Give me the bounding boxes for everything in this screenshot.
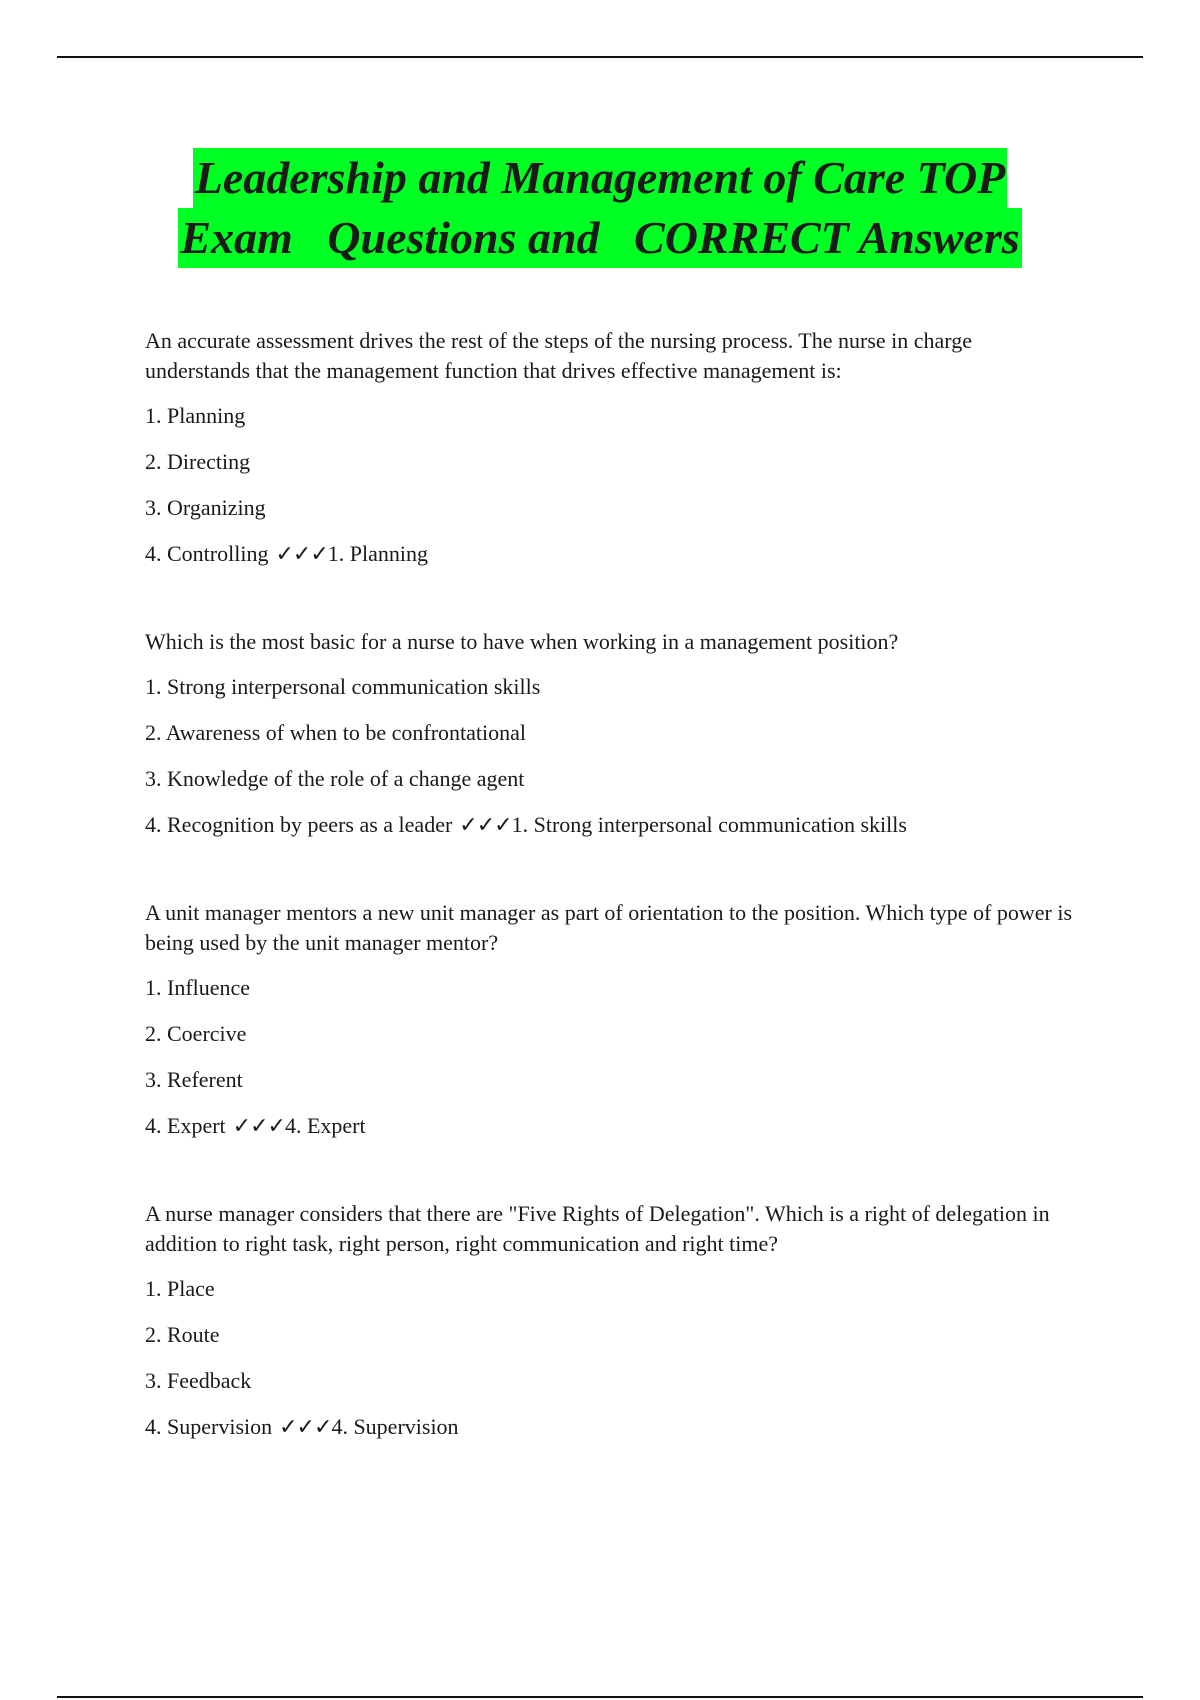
question-prompt: Which is the most basic for a nurse to have when working in a management position? (145, 629, 899, 654)
check-marks-icon: ✓✓✓ (275, 542, 328, 567)
option-4-with-answer (145, 540, 1075, 569)
option-3: 3. Feedback (145, 1368, 252, 1393)
option-3: 3. Referent (145, 1067, 243, 1092)
question-block-1 (145, 326, 1075, 569)
questions-list (145, 326, 1075, 1500)
option-2: 2. Coercive (145, 1021, 247, 1046)
question-block-2 (145, 627, 1075, 840)
check-marks-icon: ✓✓✓ (459, 813, 512, 838)
option-1: 1. Planning (145, 403, 246, 428)
option-1: 1. Place (145, 1276, 215, 1301)
option-4: 4. Expert (145, 1113, 226, 1138)
option-4: 4. Recognition by peers as a leader (145, 812, 453, 837)
option-4-with-answer (145, 811, 1075, 840)
footer-divider (57, 1696, 1143, 1698)
option-4: 4. Supervision (145, 1414, 273, 1439)
title-line-2: Exam Questions and CORRECT Answers (178, 208, 1021, 268)
option-3: 3. Organizing (145, 495, 266, 520)
check-marks-icon: ✓✓✓ (279, 1415, 332, 1440)
question-prompt: An accurate assessment drives the rest of the steps of the nursing process. The nurse in charge understands that the management function that drives effective management is: (145, 328, 972, 383)
option-2: 2. Awareness of when to be confrontational (145, 720, 527, 745)
option-1: 1. Strong interpersonal communication skills (145, 674, 541, 699)
question-block-3 (145, 898, 1075, 1141)
option-1: 1. Influence (145, 975, 251, 1000)
correct-answer: 4. Supervision (331, 1414, 459, 1439)
option-4-with-answer (145, 1112, 1075, 1141)
option-4-with-answer (145, 1413, 1075, 1442)
question-prompt: A unit manager mentors a new unit manager as part of orientation to the position. Which type of power is being used by the unit manager mentor? (145, 900, 1073, 955)
correct-answer: 1. Strong interpersonal communication skills (511, 812, 907, 837)
header-divider (57, 56, 1143, 58)
correct-answer: 4. Expert (284, 1113, 366, 1138)
question-prompt: A nurse manager considers that there are "Five Rights of Delegation". Which is a right of delegation in addition to right task, right person, right communication and right time? (145, 1201, 1050, 1256)
document-title (0, 148, 1200, 268)
question-block-4 (145, 1199, 1075, 1442)
option-2: 2. Directing (145, 449, 251, 474)
check-marks-icon: ✓✓✓ (232, 1114, 285, 1139)
title-line-1: Leadership and Management of Care TOP (193, 148, 1008, 208)
option-3: 3. Knowledge of the role of a change agent (145, 766, 525, 791)
correct-answer: 1. Planning (327, 541, 428, 566)
option-2: 2. Route (145, 1322, 220, 1347)
option-4: 4. Controlling (145, 541, 269, 566)
